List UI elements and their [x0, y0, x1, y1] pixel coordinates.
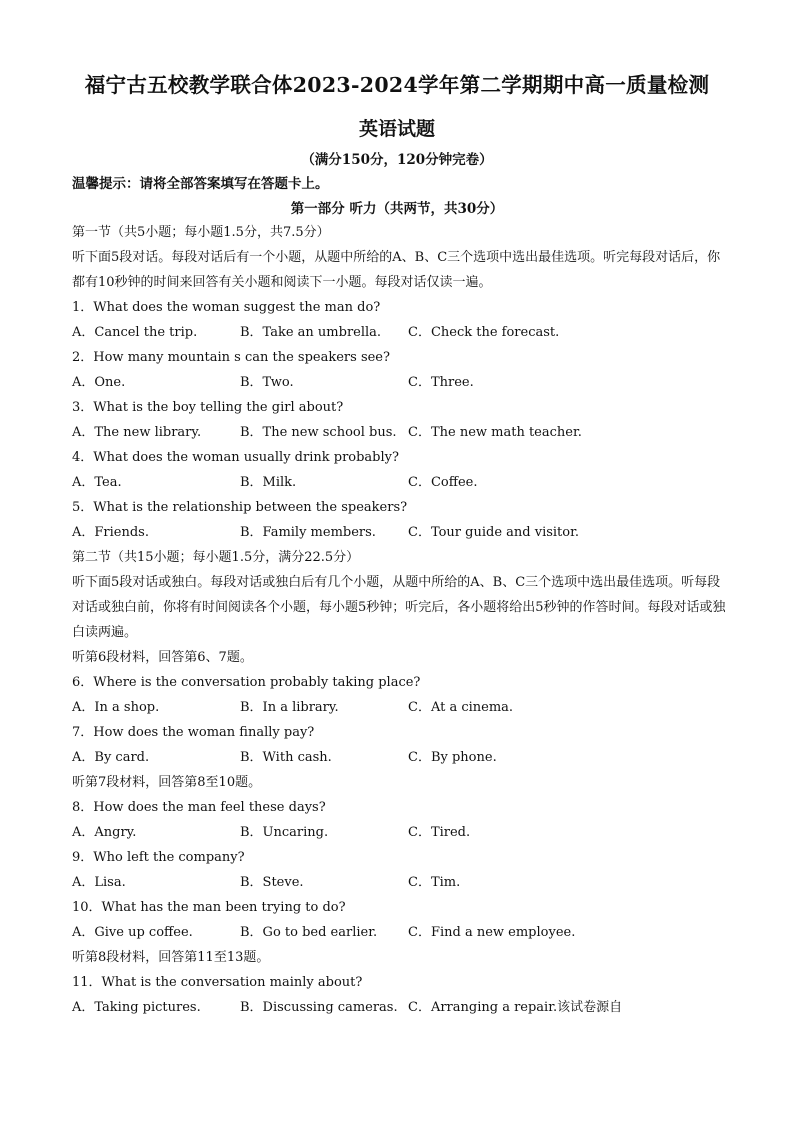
question-text: 7．How does the woman finally pay? — [72, 725, 315, 740]
section1-heading: 第一节（共5小题；每小题1.5分，共7.5分） — [72, 225, 330, 240]
question-options — [72, 470, 732, 495]
question-options — [72, 520, 732, 545]
option-c: C．Tim. — [408, 875, 461, 890]
part1-title: 第一部分 听力（共两节，共30分） — [290, 201, 504, 217]
exam-content — [72, 220, 732, 1020]
option-a: A．Give up coffee. — [72, 925, 193, 940]
question-text: 8．How does the man feel these days? — [72, 800, 326, 815]
question-options — [72, 320, 732, 345]
option-c: C．Tour guide and visitor. — [408, 525, 580, 540]
option-b: B．With cash. — [240, 750, 332, 765]
section1-instructions: 听下面5段对话。每段对话后有一个小题，从题中所给的A、B、C三个选项中选出最佳选项。听完每段对话后，你都有10秒钟的时间来回答有关小题和阅读下一小题。每段对话仅读一遍。 — [72, 250, 721, 290]
section2-heading: 第二节（共15小题；每小题1.5分，满分22.5分） — [72, 550, 360, 565]
option-a: A．One. — [72, 375, 126, 390]
option-a: A．The new library. — [72, 425, 202, 440]
question-text: 2．How many mountain s can the speakers see? — [72, 350, 390, 365]
warm-tip: 温馨提示：请将全部答案填写在答题卡上。 — [72, 176, 329, 192]
option-a: A．Lisa. — [72, 875, 126, 890]
option-b: B．Milk. — [240, 475, 297, 490]
option-a: A．In a shop. — [72, 700, 160, 715]
option-c: C．Tired. — [408, 825, 471, 840]
question-text: 11．What is the conversation mainly about? — [72, 975, 363, 990]
option-b: B．The new school bus. — [240, 425, 397, 440]
exam-subtitle: 英语试题 — [358, 118, 435, 140]
option-b: B．Discussing cameras. — [240, 1000, 398, 1015]
option-b: B．In a library. — [240, 700, 339, 715]
question-text: 4．What does the woman usually drink probably? — [72, 450, 399, 465]
question-options — [72, 745, 732, 770]
option-b: B．Steve. — [240, 875, 304, 890]
question-text: 10．What has the man been trying to do? — [72, 900, 346, 915]
question-options — [72, 420, 732, 445]
option-c: C．Check the forecast. — [408, 325, 560, 340]
question-options — [72, 370, 732, 395]
option-a: A．Angry. — [72, 825, 137, 840]
option-b: B．Family members. — [240, 525, 376, 540]
question-text: 6．Where is the conversation probably taking place? — [72, 675, 421, 690]
question-text: 1．What does the woman suggest the man do? — [72, 300, 381, 315]
question-options — [72, 870, 732, 895]
material-note: 听第6段材料，回答第6、7题。 — [72, 650, 253, 665]
option-c: C．By phone. — [408, 750, 497, 765]
option-b: B．Go to bed earlier. — [240, 925, 378, 940]
option-c: C．Coffee. — [408, 475, 478, 490]
option-a: A．Taking pictures. — [72, 1000, 201, 1015]
question-text: 9．Who left the company? — [72, 850, 245, 865]
option-c: C．Arranging a repair.该试卷源自 — [408, 1000, 623, 1015]
question-text: 3．What is the boy telling the girl about? — [72, 400, 344, 415]
question-options — [72, 995, 732, 1020]
score-note: （满分150分，120分钟完卷） — [301, 152, 493, 168]
option-a: A．Friends. — [72, 525, 149, 540]
option-b: B．Two. — [240, 375, 294, 390]
material-note: 听第7段材料，回答第8至10题。 — [72, 775, 262, 790]
option-c: C．Find a new employee. — [408, 925, 576, 940]
option-c: C．At a cinema. — [408, 700, 514, 715]
option-a: A．By card. — [72, 750, 150, 765]
material-note: 听第8段材料，回答第11至13题。 — [72, 950, 270, 965]
question-options — [72, 820, 732, 845]
question-text: 5．What is the relationship between the speakers? — [72, 500, 408, 515]
section2-instructions: 听下面5段对话或独白。每段对话或独白后有几个小题，从题中所给的A、B、C三个选项中选出最佳选项。听每段对话或独白前，你将有时间阅读各个小题，每小题5秒钟；听完后，各小题将给出5秒钟的作答时间。每段对话或独白读两遍。 — [72, 575, 726, 640]
option-b: B．Take an umbrella. — [240, 325, 382, 340]
option-c: C．Three. — [408, 375, 474, 390]
option-c: C．The new math teacher. — [408, 425, 582, 440]
question-options — [72, 920, 732, 945]
question-options — [72, 695, 732, 720]
option-a: A．Tea. — [72, 475, 122, 490]
option-a: A．Cancel the trip. — [72, 325, 198, 340]
exam-title: 福宁古五校教学联合体2023-2024学年第二学期期中高一质量检测 — [84, 73, 710, 97]
option-b: B．Uncaring. — [240, 825, 329, 840]
